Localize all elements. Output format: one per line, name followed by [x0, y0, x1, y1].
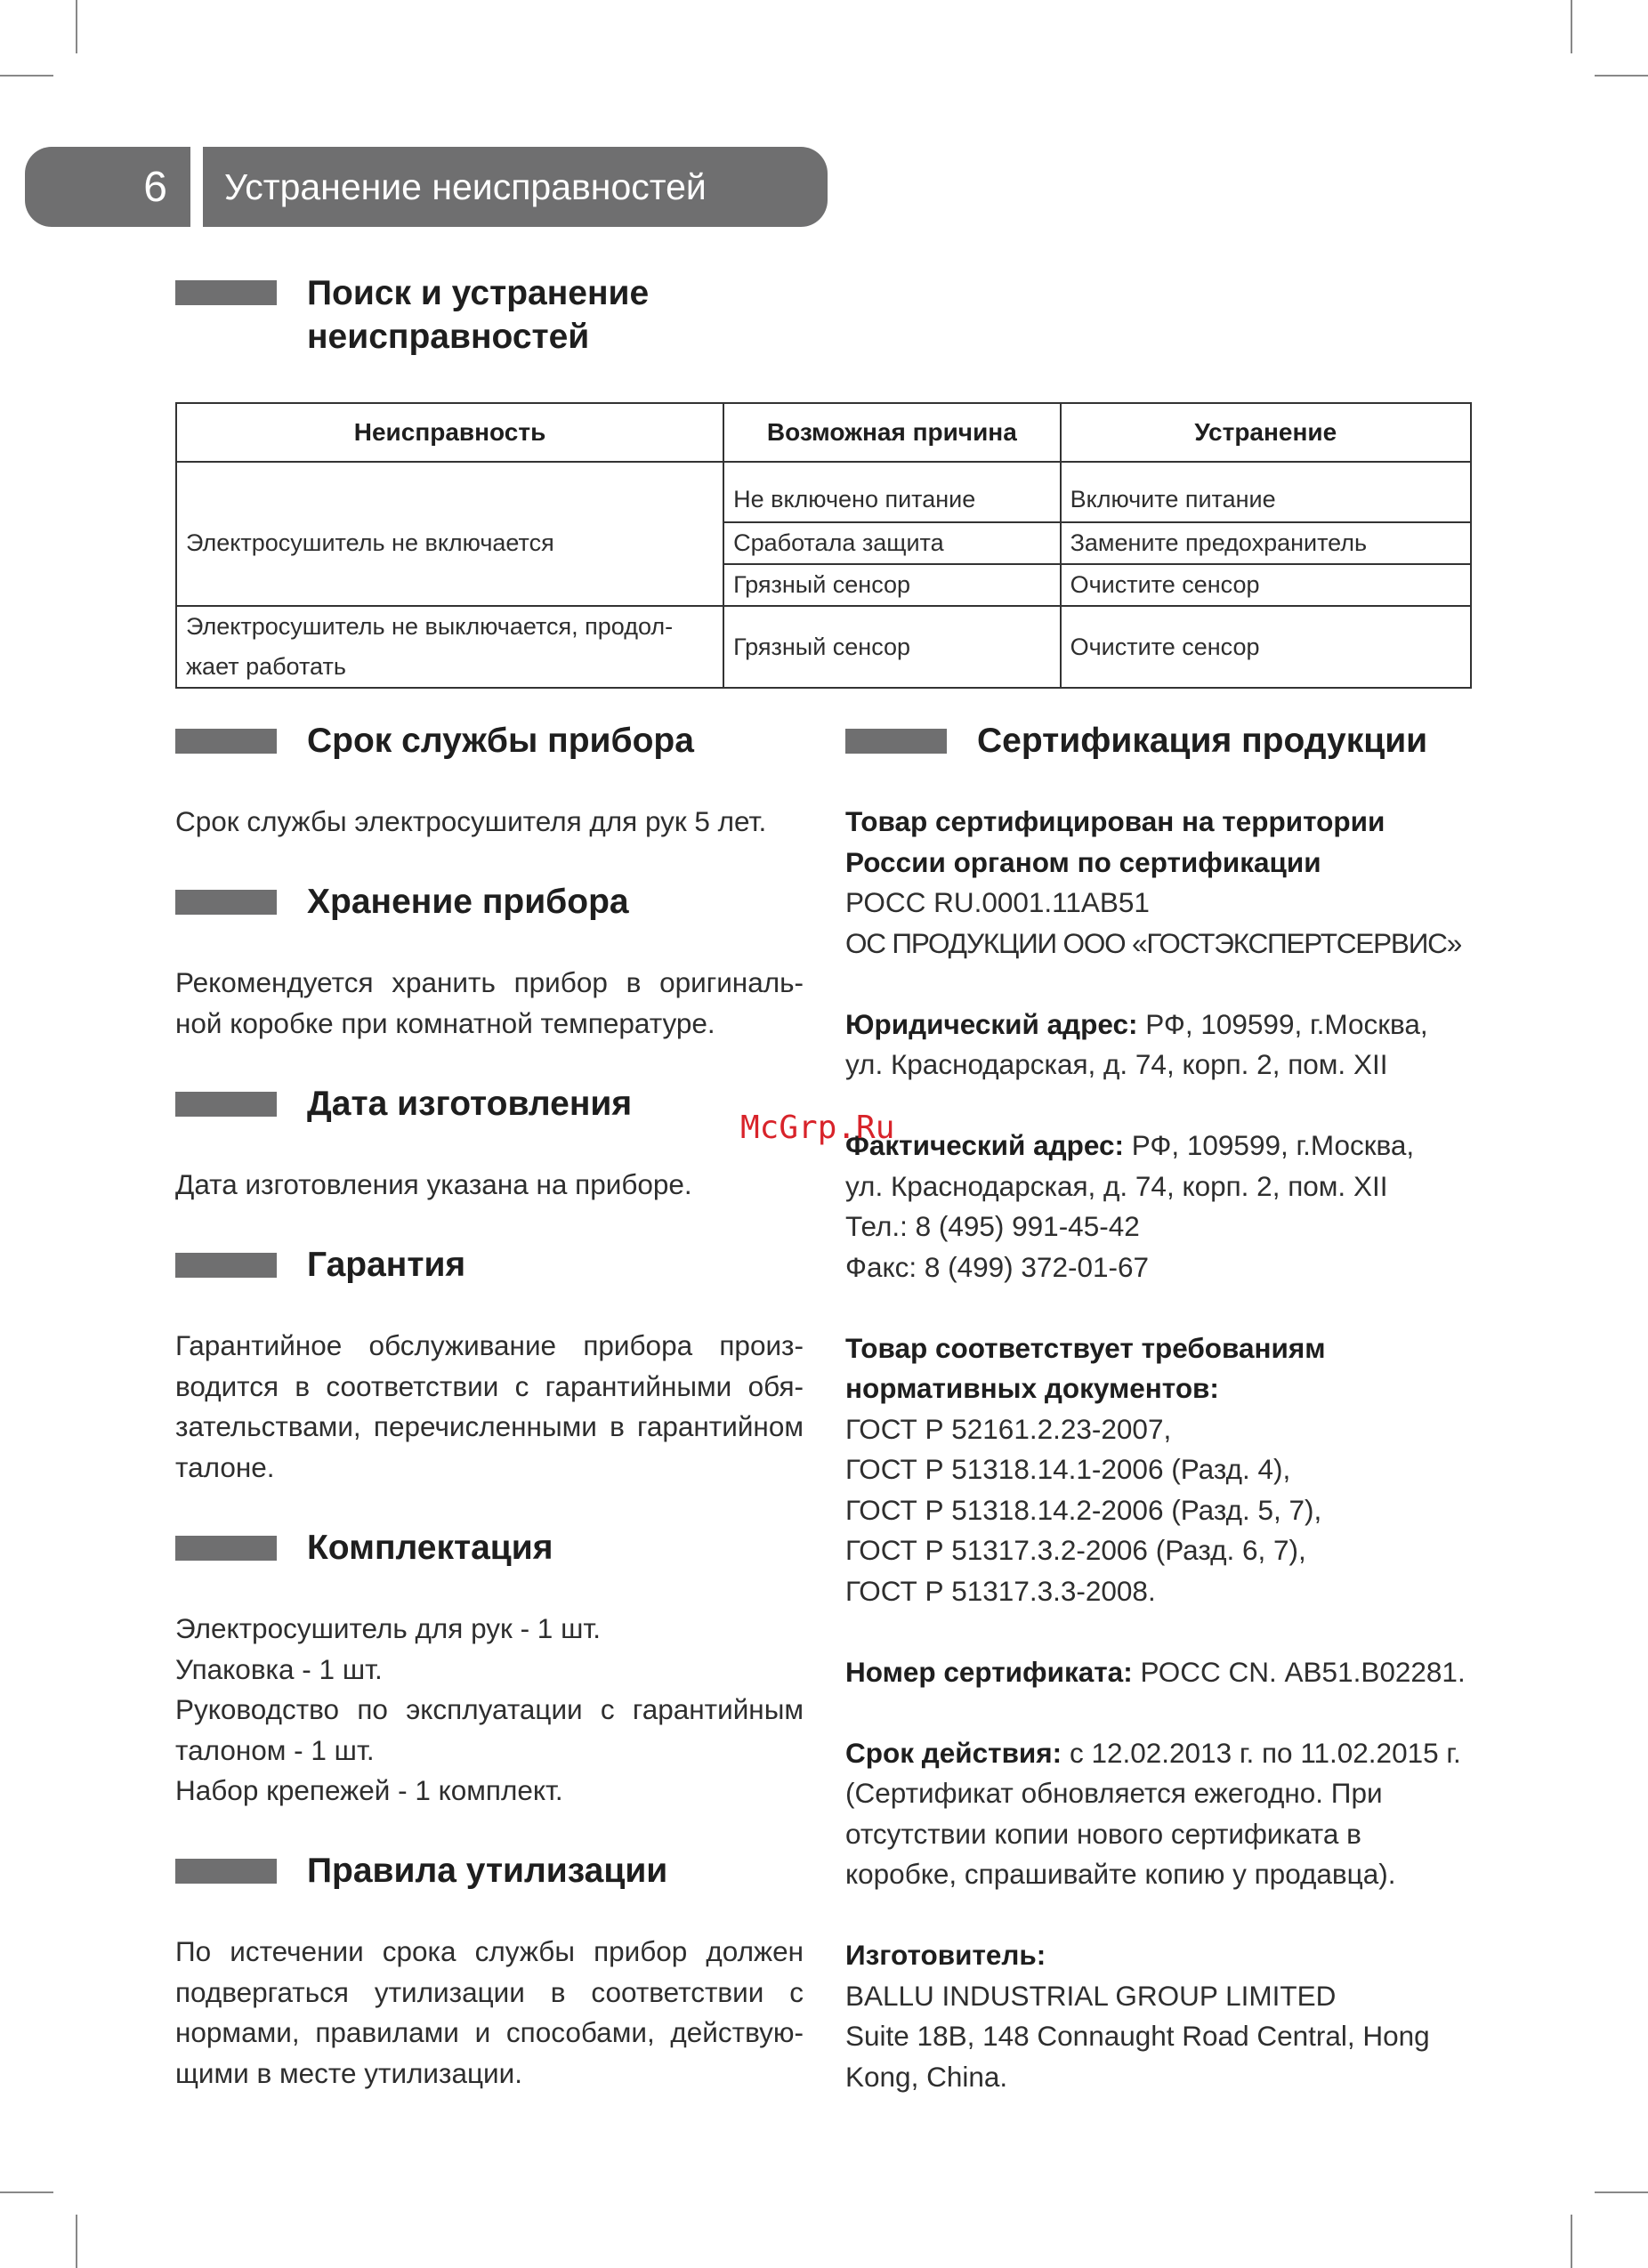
service-life-text: Срок службы электросушителя для рук 5 лет.: [175, 805, 767, 837]
norms-heading: нормативных документов:: [845, 1372, 1219, 1404]
section-bar: [175, 280, 277, 305]
norms-heading: Товар соответствует требованиям: [845, 1331, 1326, 1364]
crop-mark: [0, 2191, 53, 2193]
legal-address-label: Юридический адрес:: [845, 1007, 1138, 1040]
cert-number-label: Номер сертификата:: [845, 1655, 1133, 1688]
crop-mark: [1595, 2191, 1648, 2193]
section-bar: [845, 729, 947, 754]
section-title: Дата изготовления: [307, 1085, 633, 1123]
column-header: Устранение: [1061, 403, 1471, 462]
norm-item: ГОСТ Р 51318.14.2-2006 (Разд. 5, 7),: [845, 1493, 1322, 1526]
section-bar: [175, 890, 277, 915]
disposal-text: По истечении срока службы прибор должен подвергаться утилизации в соответствии с нормами, правилами и способами, действую- щими в месте утилизации.: [175, 1935, 804, 2089]
section-bar: [175, 729, 277, 754]
storage-text: Рекомендуется хранить прибор в оригиналь- ной коробке при комнатной температуре.: [175, 966, 804, 1039]
validity-note: коробке, спрашивайте копию у продавца).: [845, 1858, 1396, 1890]
actual-address-label: Фактический адрес:: [845, 1129, 1124, 1161]
fax: Факс: 8 (499) 372-01-67: [845, 1250, 1150, 1283]
phone: Тел.: 8 (495) 991-45-42: [845, 1210, 1140, 1242]
section-title: Гарантия: [307, 1246, 466, 1284]
section-title: Поиск и устранение неисправностей: [307, 274, 650, 356]
section-title: Сертификация продукции: [977, 722, 1428, 760]
maker-label: Изготовитель:: [845, 1939, 1046, 1971]
cert-number: РОСС CN. АВ51.В02281.: [1140, 1655, 1466, 1688]
organ-code: РОСС RU.0001.11АВ51: [845, 886, 1150, 918]
crop-mark: [1571, 2215, 1572, 2268]
chapter-title: Устранение неисправностей: [203, 147, 828, 227]
section-title: Срок службы прибора: [307, 722, 694, 760]
actual-address: ул. Краснодарская, д. 74, корп. 2, пом. XII: [845, 1169, 1388, 1202]
organ-name: ОС ПРОДУКЦИИ ООО «ГОСТЭКСПЕРТСЕРВИС»: [845, 926, 1462, 959]
maker-info: BALLU INDUSTRIAL GROUP LIMITED: [845, 1979, 1337, 2012]
fix-cell: Очистите сенсор: [1061, 606, 1471, 688]
crop-mark: [76, 2215, 77, 2268]
norm-item: ГОСТ Р 51317.3.2-2006 (Разд. 6, 7),: [845, 1534, 1306, 1566]
validity-value: с 12.02.2013 г. по 11.02.2015 г.: [1069, 1736, 1461, 1769]
fault-cell: Электросушитель не выключается, продол- жает работать: [176, 606, 723, 688]
actual-address: РФ, 109599, г.Москва,: [1131, 1129, 1415, 1161]
table-row: [176, 606, 1471, 688]
section-bar: [175, 1092, 277, 1117]
table-header-row: [176, 403, 1471, 462]
watermark: McGrp.Ru: [740, 1110, 895, 1146]
legal-address: ул. Краснодарская, д. 74, корп. 2, пом. XII: [845, 1048, 1388, 1080]
fix-cell: Очистите сенсор: [1061, 564, 1471, 606]
fix-cell: Включите питание: [1061, 462, 1471, 522]
maker-info: Suite 18B, 148 Connaught Road Central, Hong: [845, 2020, 1430, 2052]
cert-intro: России органом по сертификации: [845, 845, 1321, 878]
cause-cell: Грязный сенсор: [723, 564, 1061, 606]
page-number: 6: [25, 147, 190, 227]
fix-cell: Замените предохранитель: [1061, 522, 1471, 564]
section-title: Хранение прибора: [307, 883, 629, 921]
crop-mark: [1595, 75, 1648, 77]
warranty-text: Гарантийное обслуживание прибора произ- водится в соответствии с гарантийными обя- зательствами, перечисленными в гарантийном талоне.: [175, 1329, 804, 1483]
section-bar: [175, 1253, 277, 1278]
validity-note: отсутствии копии нового сертификата в: [845, 1817, 1361, 1850]
crop-mark: [0, 75, 53, 77]
section-title: Правила утилизации: [307, 1852, 668, 1890]
section-title: Комплектация: [307, 1529, 553, 1567]
column-header: Неисправность: [176, 403, 723, 462]
section-bar: [175, 1859, 277, 1884]
certification-text: [845, 802, 1477, 2097]
section-bar: [175, 1536, 277, 1561]
troubleshooting-table: [175, 402, 1472, 689]
column-header: Возможная причина: [723, 403, 1061, 462]
cause-cell: Грязный сенсор: [723, 606, 1061, 688]
cause-cell: Сработала защита: [723, 522, 1061, 564]
cert-intro: Товар сертифицирован на территории: [845, 805, 1385, 837]
validity-note: (Сертификат обновляется ежегодно. При: [845, 1777, 1383, 1809]
manufacture-date-text: Дата изготовления указана на приборе.: [175, 1168, 692, 1200]
fault-cell: Электросушитель не включается: [176, 462, 723, 606]
validity-label: Срок действия:: [845, 1736, 1062, 1769]
norm-item: ГОСТ Р 51318.14.1-2006 (Разд. 4),: [845, 1453, 1291, 1485]
norm-item: ГОСТ Р 52161.2.23-2007,: [845, 1412, 1172, 1445]
cause-cell: Не включено питание: [723, 462, 1061, 522]
table-row: [176, 462, 1471, 522]
legal-address: РФ, 109599, г.Москва,: [1145, 1007, 1428, 1040]
package-text: Электросушитель для рук - 1 шт. Упаковка - 1 шт. Руководство по эксплуатации с гарантийным талоном - 1 шт. Набор крепежей - 1 комплект.: [175, 1612, 804, 1806]
crop-mark: [76, 0, 77, 53]
norm-item: ГОСТ Р 51317.3.3-2008.: [845, 1574, 1156, 1607]
maker-info: Kong, China.: [845, 2060, 1008, 2093]
crop-mark: [1571, 0, 1572, 53]
